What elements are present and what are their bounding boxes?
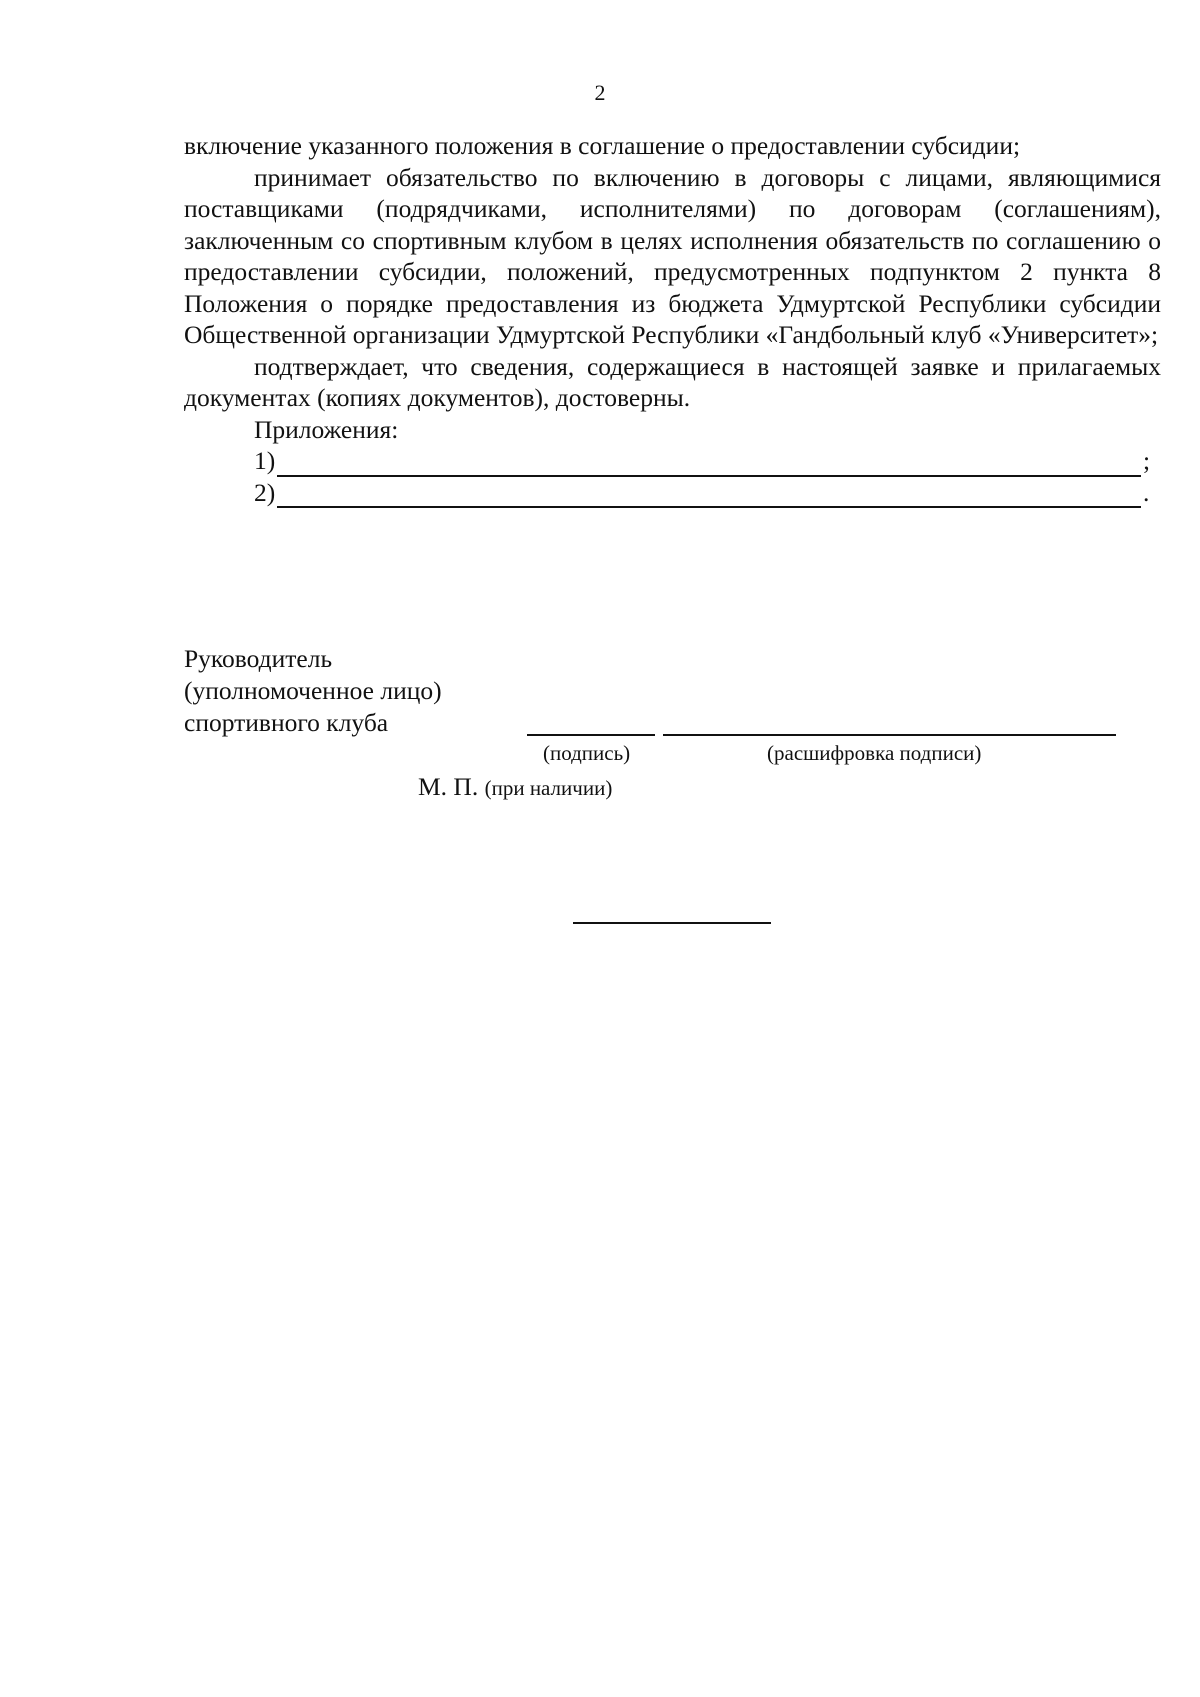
signatory-role-line-3: спортивного клуба — [184, 708, 389, 737]
stamp-note: (при наличии) — [484, 776, 613, 800]
document-body — [184, 130, 1161, 508]
end-divider — [573, 922, 771, 924]
paragraph-3: подтверждает, что сведения, содержащиеся в настоящей заявке и прилагаемых документах (копиях документов), достоверны. — [184, 351, 1161, 412]
appendix-title: Приложения: — [254, 414, 399, 444]
signatory-role-line-2: (уполномоченное лицо) — [184, 676, 442, 705]
signature-line — [527, 734, 655, 736]
appendix-item-number: 1) — [254, 446, 276, 475]
paragraph-1: включение указанного положения в соглашение о предоставлении субсидии; — [184, 131, 1021, 160]
appendix-item-end: . — [1143, 477, 1150, 507]
signature-decode-line — [663, 734, 1116, 736]
appendix-item-number: 2) — [254, 477, 276, 507]
page-number: 2 — [594, 80, 606, 105]
signatory-role-line-1: Руководитель — [184, 644, 333, 673]
paragraph-2: принимает обязательство по включению в договоры с лицами, являющимися поставщиками (подрядчиками, исполнителями) по договорам (соглашениям), заключенным со спортивным клубом в целях исполнения обязательств по соглашению о предоставлении субсидии, положений, предусмотренных подпунктом 2 пункта 8 Положения о порядке предоставления из бюджета Удмуртской Республики субсидии Общественной организации Удмуртской Республики «Гандбольный клуб «Университет»; — [184, 162, 1161, 349]
stamp-placeholder — [418, 772, 612, 802]
signature-decode-caption: (расшифровка подписи) — [767, 741, 982, 765]
signatory-role — [184, 643, 442, 739]
appendix-item-1 — [254, 445, 1161, 477]
appendix-item-blank-line — [277, 451, 1141, 477]
stamp-label: М. П. — [418, 772, 479, 801]
appendix-item-blank-line — [277, 482, 1141, 508]
appendix-item-end: ; — [1143, 446, 1151, 475]
appendix-item-2 — [254, 477, 1161, 509]
signature-caption: (подпись) — [543, 741, 631, 765]
